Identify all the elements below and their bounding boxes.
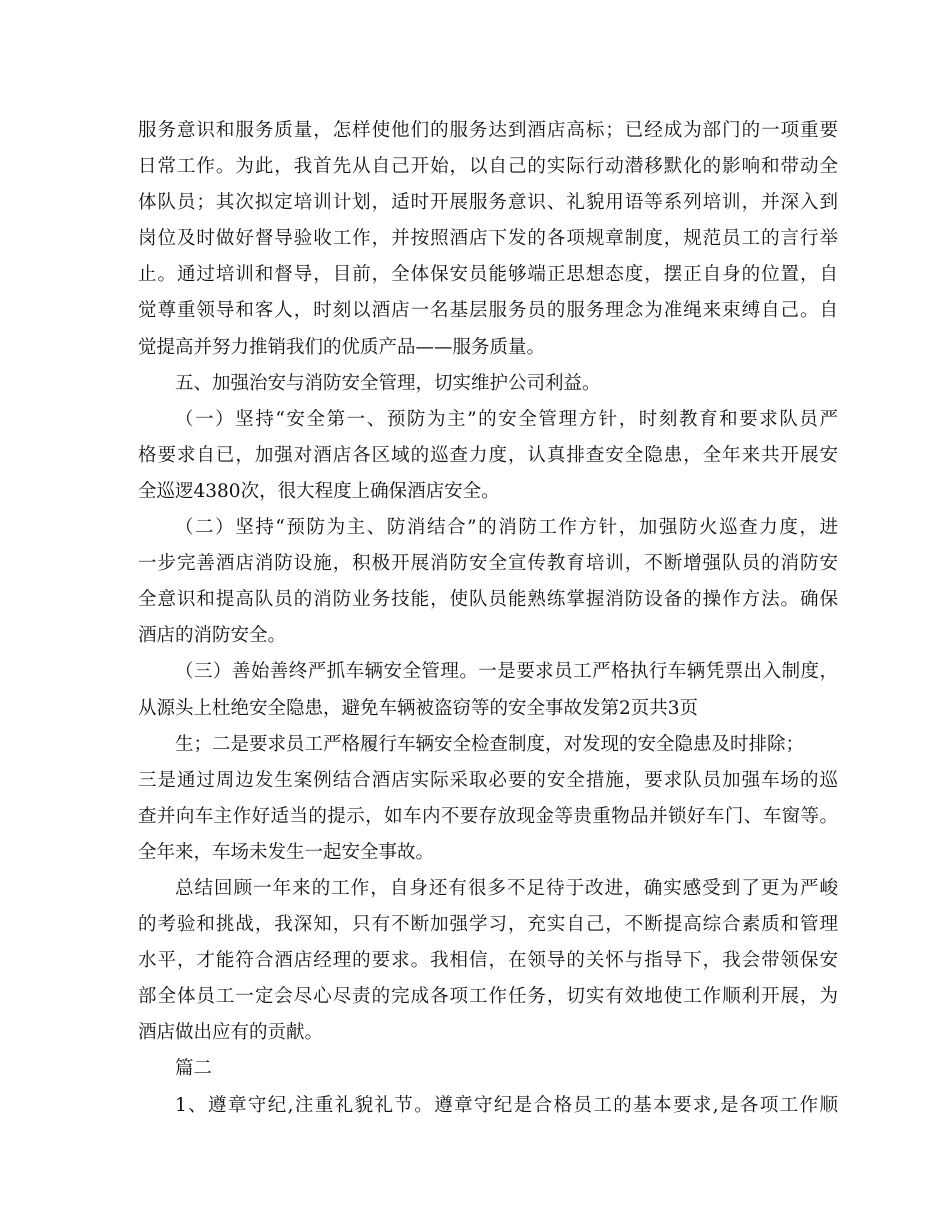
text-line	[138, 293, 838, 329]
text-line	[138, 257, 838, 293]
text-line	[138, 1051, 838, 1087]
text-line-content: 水平，才能符合酒店经理的要求。我相信，在领导的关怀与指导下，我会带领保安	[138, 950, 838, 972]
text-line	[138, 654, 838, 690]
text-line	[138, 546, 838, 582]
text-line	[138, 221, 838, 257]
text-line-content: 觉提高并努力推销我们的优质产品——服务质量。	[138, 336, 546, 358]
text-line	[138, 727, 838, 763]
text-line-content: 一步完善酒店消防设施，积极开展消防安全宣传教育培训，不断增强队员的消防安	[138, 553, 838, 575]
text-line-content: （三）善始善终严抓车辆安全管理。一是要求员工严格执行车辆凭票出入制度，	[175, 661, 838, 683]
text-line-content: 格要求自已，加强对酒店各区域的巡查力度，认真排查安全隐患，全年来共开展安	[138, 444, 838, 466]
text-line	[138, 907, 838, 943]
text-line	[138, 510, 838, 546]
text-line	[138, 691, 838, 727]
text-line-content: 日常工作。为此，我首先从自己开始，以自己的实际行动潜移默化的影响和带动全	[138, 156, 838, 178]
text-line	[138, 149, 838, 185]
text-line-content: 觉尊重领导和客人，时刻以酒店一名基层服务员的服务理念为准绳来束缚自己。自	[138, 300, 838, 322]
text-line-content: 三是通过周边发生案例结合酒店实际采取必要的安全措施，要求队员加强车场的巡	[138, 769, 838, 791]
document-body	[138, 113, 838, 1124]
text-line-content: 从源头上杜绝安全隐患，避免车辆被盗窃等的安全事故发第2页共3页	[138, 697, 699, 719]
text-line	[138, 1088, 838, 1124]
text-line	[138, 366, 838, 402]
text-line	[138, 402, 838, 438]
text-line-content: 体队员；其次拟定培训计划，适时开展服务意识、礼貌用语等系列培训，并深入到	[138, 192, 838, 214]
text-line	[138, 330, 838, 366]
text-line-content: 止。通过培训和督导，目前，全体保安员能够端正思想态度，摆正自身的位置，自	[138, 264, 838, 286]
text-line	[138, 474, 838, 510]
text-line-content: 查并向车主作好适当的提示，如车内不要存放现金等贵重物品并锁好车门、车窗等。	[138, 805, 838, 827]
text-line-content: 五、加强治安与消防安全管理，切实维护公司利益。	[175, 372, 601, 394]
text-line	[138, 799, 838, 835]
text-line-content: （一）坚持“安全第一、预防为主”的安全管理方针，时刻教育和要求队员严	[175, 408, 838, 430]
text-line-content: 岗位及时做好督导验收工作，并按照酒店下发的各项规章制度，规范员工的言行举	[138, 228, 838, 250]
text-line	[138, 185, 838, 221]
text-line	[138, 618, 838, 654]
text-line	[138, 835, 838, 871]
text-line	[138, 113, 838, 149]
text-line	[138, 1015, 838, 1051]
text-line-content: 酒店做出应有的贡献。	[138, 1022, 324, 1044]
text-line	[138, 763, 838, 799]
text-line-content: 全巡逻4380次，很大程度上确保酒店安全。	[138, 480, 500, 502]
text-line	[138, 943, 838, 979]
text-line-content: 部全体员工一定会尽心尽责的完成各项工作任务，切实有效地使工作顺利开展，为	[138, 986, 838, 1008]
text-line-content: 全年来，车场未发生一起安全事故。	[138, 841, 435, 863]
text-line-content: （二）坚持“预防为主、防消结合”的消防工作方针，加强防火巡查力度，进	[175, 517, 838, 539]
text-line-content: 生；二是要求员工严格履行车辆安全检查制度，对发现的安全隐患及时排除；	[175, 733, 805, 755]
text-line-content: 1、遵章守纪,注重礼貌礼节。遵章守纪是合格员工的基本要求,是各项工作顺	[175, 1094, 838, 1116]
text-line-content: 的考验和挑战，我深知，只有不断加强学习，充实自己，不断提高综合素质和管理	[138, 914, 838, 936]
text-line	[138, 438, 838, 474]
text-line-content: 服务意识和服务质量，怎样使他们的服务达到酒店高标；已经成为部门的一项重要	[138, 120, 838, 141]
text-line-content: 总结回顾一年来的工作，自身还有很多不足待于改进，确实感受到了更为严峻	[175, 877, 838, 899]
text-line-content: 全意识和提高队员的消防业务技能，使队员能熟练掌握消防设备的操作方法。确保	[138, 589, 838, 611]
text-line	[138, 979, 838, 1015]
text-line	[138, 871, 838, 907]
text-line-content: 酒店的消防安全。	[138, 625, 287, 647]
text-line	[138, 582, 838, 618]
text-line-content: 篇二	[175, 1058, 213, 1080]
